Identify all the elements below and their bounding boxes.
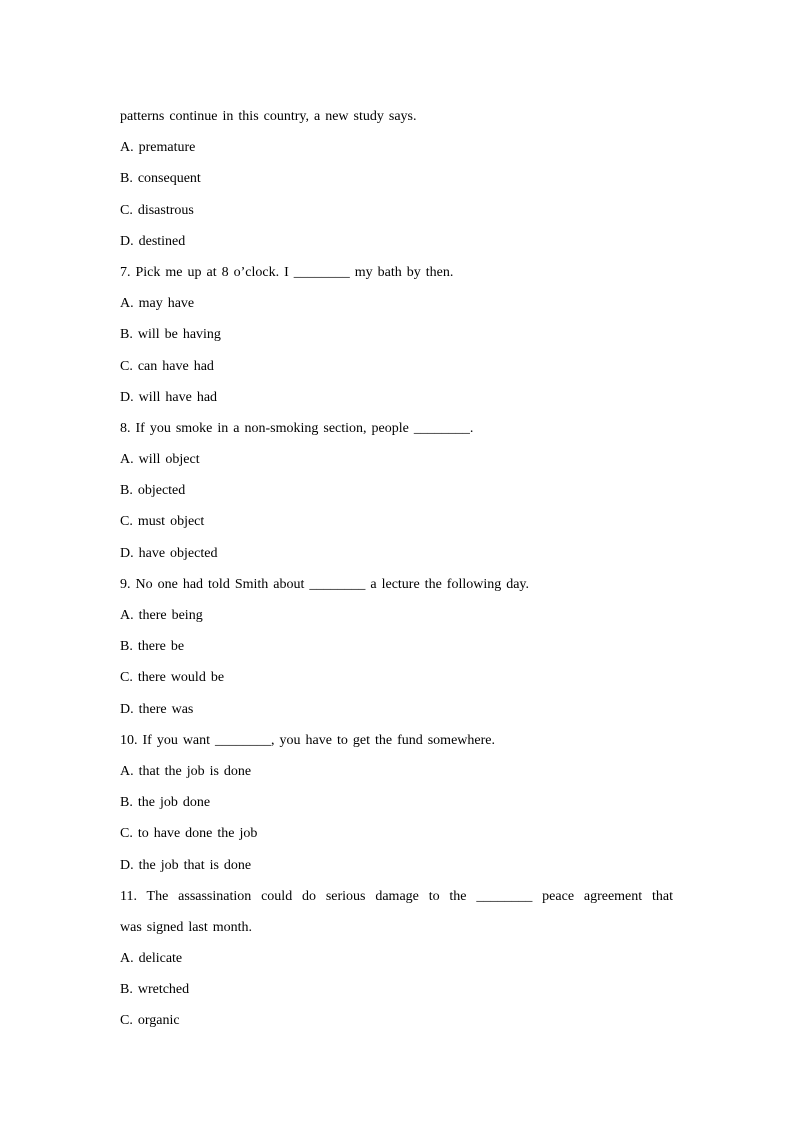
q7-option-a: A. may have xyxy=(120,296,195,312)
q6-option-c: C. disastrous xyxy=(120,202,194,218)
question-10: 10. If you want ________, you have to get the fund somewhere. xyxy=(120,732,495,748)
q6-option-d: D. destined xyxy=(120,233,186,249)
q6-option-a: A. premature xyxy=(120,140,196,156)
document-page xyxy=(120,101,680,1037)
q9-option-b: B. there be xyxy=(120,639,185,655)
q7-option-b: B. will be having xyxy=(120,327,221,343)
q10-option-a: A. that the job is done xyxy=(120,763,252,779)
q9-option-c: C. there would be xyxy=(120,670,225,686)
question-6-continuation: patterns continue in this country, a new study says. xyxy=(120,109,417,124)
q7-option-d: D. will have had xyxy=(120,389,218,405)
question-9: 9. No one had told Smith about ________ a lecture the following day. xyxy=(120,576,530,592)
q11-option-c: C. organic xyxy=(120,1013,180,1029)
question-8: 8. If you smoke in a non-smoking section, people ________. xyxy=(120,420,474,436)
question-11: 11. The assassination could do serious damage to the ________ peace agreement that xyxy=(120,888,673,904)
q10-option-d: D. the job that is done xyxy=(120,857,252,873)
question-7: 7. Pick me up at 8 o’clock. I ________ my bath by then. xyxy=(120,264,454,280)
q11-option-a: A. delicate xyxy=(120,951,183,967)
q11-option-b: B. wretched xyxy=(120,982,190,998)
q8-option-a: A. will object xyxy=(120,452,200,468)
q9-option-d: D. there was xyxy=(120,701,194,717)
q8-option-d: D. have objected xyxy=(120,545,218,561)
q10-option-b: B. the job done xyxy=(120,795,211,811)
q6-option-b: B. consequent xyxy=(120,171,201,187)
q9-option-a: A. there being xyxy=(120,608,203,623)
q7-option-c: C. can have had xyxy=(120,358,214,374)
q8-option-c: C. must object xyxy=(120,514,205,530)
q10-option-c: C. to have done the job xyxy=(120,826,258,842)
question-11-continuation: was signed last month. xyxy=(120,919,253,935)
q8-option-b: B. objected xyxy=(120,483,186,499)
